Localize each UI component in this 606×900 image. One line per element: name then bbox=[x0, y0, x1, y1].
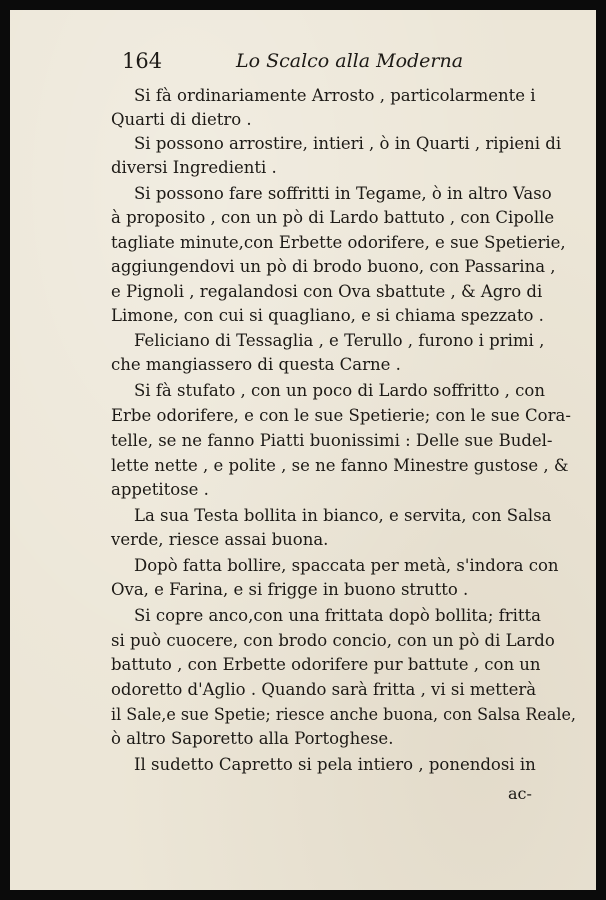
text-line: La sua Testa bollita in bianco, e servita, con Salsa bbox=[134, 506, 552, 525]
page-header bbox=[112, 46, 582, 76]
page-text bbox=[10, 10, 596, 890]
text-line: che mangiassero di questa Carne . bbox=[111, 355, 401, 374]
text-line: Ova, e Farina, e si frigge in buono strutto . bbox=[111, 580, 469, 599]
book-page bbox=[10, 10, 596, 890]
text-line: odoretto d'Aglio . Quando sarà fritta , vi si metterà bbox=[111, 680, 537, 699]
text-line: Si possono fare soffritti in Tegame, ò in altro Vaso bbox=[134, 184, 552, 203]
text-line: Quarti di dietro . bbox=[111, 110, 252, 129]
text-line: il Sale,e sue Spetie; riesce anche buona, con Salsa Reale, bbox=[111, 705, 576, 724]
text-line: Feliciano di Tessaglia , e Terullo , furono i primi , bbox=[134, 331, 545, 350]
text-line: Si fà stufato , con un poco di Lardo soffritto , con bbox=[134, 381, 545, 400]
text-line: Si possono arrostire, intieri , ò in Quarti , ripieni di bbox=[134, 134, 562, 153]
text-line: Si fà ordinariamente Arrosto , particolarmente i bbox=[134, 86, 536, 105]
text-line: tagliate minute,con Erbette odorifere, e sue Spetierie, bbox=[111, 233, 566, 252]
text-line: battuto , con Erbette odorifere pur battute , con un bbox=[111, 655, 541, 674]
catchword: ac- bbox=[508, 784, 532, 803]
text-line: e Pignoli , regalandosi con Ova sbattute , & Agro di bbox=[111, 282, 543, 301]
text-line: ò altro Saporetto alla Portoghese. bbox=[111, 729, 394, 748]
running-title: Lo Scalco alla Moderna bbox=[236, 50, 464, 72]
text-line: Il sudetto Capretto si pela intiero , ponendosi in bbox=[134, 755, 536, 774]
text-line: verde, riesce assai buona. bbox=[111, 530, 329, 549]
page-number: 164 bbox=[122, 49, 163, 73]
text-line: Si copre anco,con una frittata dopò bollita; fritta bbox=[134, 606, 542, 625]
text-line: lette nette , e polite , se ne fanno Minestre gustose , & bbox=[111, 456, 569, 475]
text-line: Limone, con cui si quagliano, e si chiama spezzato . bbox=[111, 306, 544, 325]
text-line: Dopò fatta bollire, spaccata per metà, s'indora con bbox=[134, 556, 559, 575]
text-line: appetitose . bbox=[111, 480, 209, 499]
text-line: telle, se ne fanno Piatti buonissimi : Delle sue Budel- bbox=[111, 431, 553, 450]
text-line: diversi Ingredienti . bbox=[111, 158, 277, 177]
text-line: Erbe odorifere, e con le sue Spetierie; con le sue Cora- bbox=[111, 406, 571, 425]
text-line: si può cuocere, con brodo concio, con un pò di Lardo bbox=[111, 631, 555, 650]
text-line: aggiungendovi un pò di brodo buono, con Passarina , bbox=[111, 257, 556, 276]
text-line: à proposito , con un pò di Lardo battuto , con Cipolle bbox=[111, 208, 555, 227]
